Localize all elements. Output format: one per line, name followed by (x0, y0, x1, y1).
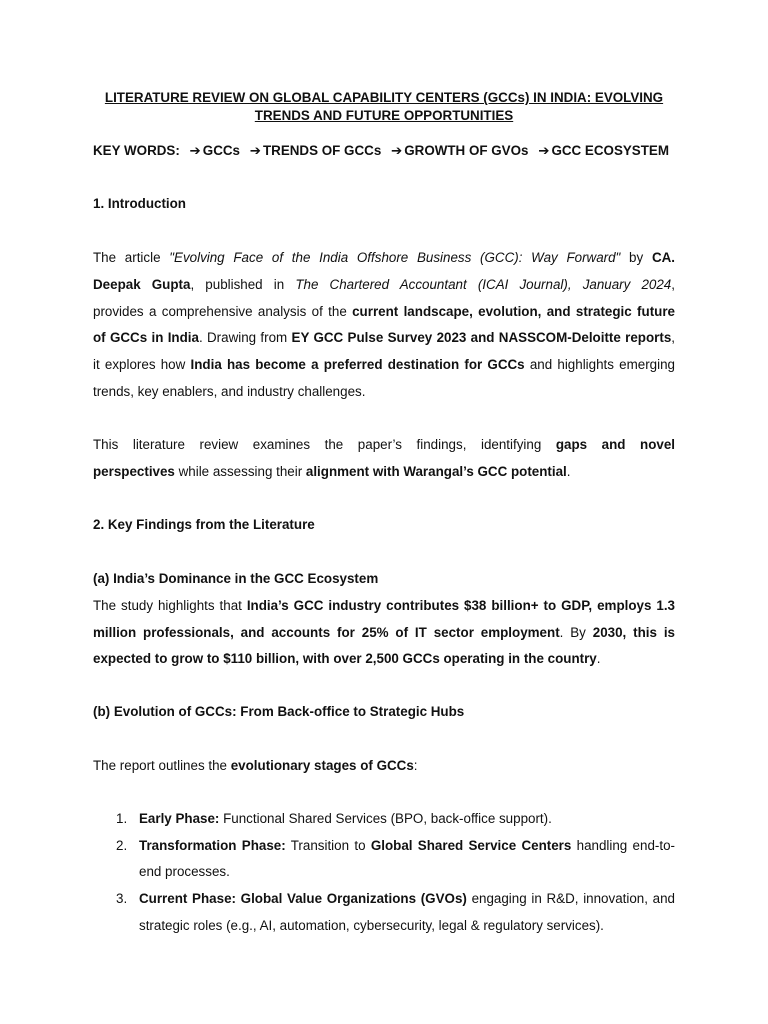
list-item: Early Phase: Functional Shared Services (BPO, back-office support). (139, 811, 552, 826)
subsection-a-line: expected to grow to $110 billion, with over 2,500 GCCs operating in the country. (93, 651, 601, 666)
keywords-label: KEY WORDS: (93, 143, 180, 158)
list-item-continuation: strategic roles (e.g., AI, automation, cybersecurity, legal & regulatory services). (139, 918, 604, 933)
arrow-right-icon: ➔ (391, 143, 403, 158)
intro-paragraph-line: provides a comprehensive analysis of the current landscape, evolution, and strategic future (93, 304, 675, 319)
list-number: 1. (116, 811, 128, 826)
subsection-a-line: million professionals, and accounts for 25% of IT sector employment. By 2030, this is (93, 625, 675, 640)
section-1-heading: 1. Introduction (93, 196, 186, 211)
title-line-2: TRENDS AND FUTURE OPPORTUNITIES (254, 108, 514, 123)
keyword-item: GCC ECOSYSTEM (551, 143, 670, 158)
title-line-1: LITERATURE REVIEW ON GLOBAL CAPABILITY CENTERS (GCCs) IN INDIA: EVOLVING (104, 90, 664, 105)
list-item-continuation: end processes. (139, 864, 230, 879)
list-number: 2. (116, 838, 128, 853)
intro-paragraph-line: trends, key enablers, and industry challenges. (93, 384, 366, 399)
intro-paragraph-line: The article "Evolving Face of the India Offshore Business (GCC): Way Forward" by CA. (93, 250, 675, 265)
subsection-a-heading: (a) India’s Dominance in the GCC Ecosystem (93, 571, 379, 586)
section-2-heading: 2. Key Findings from the Literature (93, 517, 315, 532)
list-item: Current Phase: Global Value Organizations (GVOs) engaging in R&D, innovation, and (139, 891, 676, 906)
arrow-right-icon: ➔ (538, 143, 550, 158)
review-paragraph-line: This literature review examines the paper’s findings, identifying gaps and novel (93, 437, 675, 452)
intro-paragraph-line: of GCCs in India. Drawing from EY GCC Pulse Survey 2023 and NASSCOM-Deloitte reports, (93, 330, 676, 345)
keyword-item: GCCs (202, 143, 240, 158)
keyword-item: GROWTH OF GVOs (404, 143, 529, 158)
intro-paragraph-line: it explores how India has become a preferred destination for GCCs and highlights emerging (93, 357, 675, 372)
keywords-line (93, 142, 675, 160)
list-number: 3. (116, 891, 128, 906)
review-paragraph-line: perspectives while assessing their alignment with Warangal’s GCC potential. (93, 464, 571, 479)
intro-paragraph-line: Deepak Gupta, published in The Chartered Accountant (ICAI Journal), January 2024, (93, 277, 675, 292)
arrow-right-icon: ➔ (189, 143, 201, 158)
arrow-right-icon: ➔ (249, 143, 261, 158)
keyword-item: TRENDS OF GCCs (262, 143, 382, 158)
list-item: Transformation Phase: Transition to Global Shared Service Centers handling end-to- (139, 838, 675, 853)
subsection-a-line: The study highlights that India’s GCC industry contributes $38 billion+ to GDP, employs 1.3 (93, 598, 675, 613)
subsection-b-intro: The report outlines the evolutionary stages of GCCs: (93, 758, 418, 773)
subsection-b-heading: (b) Evolution of GCCs: From Back-office to Strategic Hubs (93, 704, 465, 719)
